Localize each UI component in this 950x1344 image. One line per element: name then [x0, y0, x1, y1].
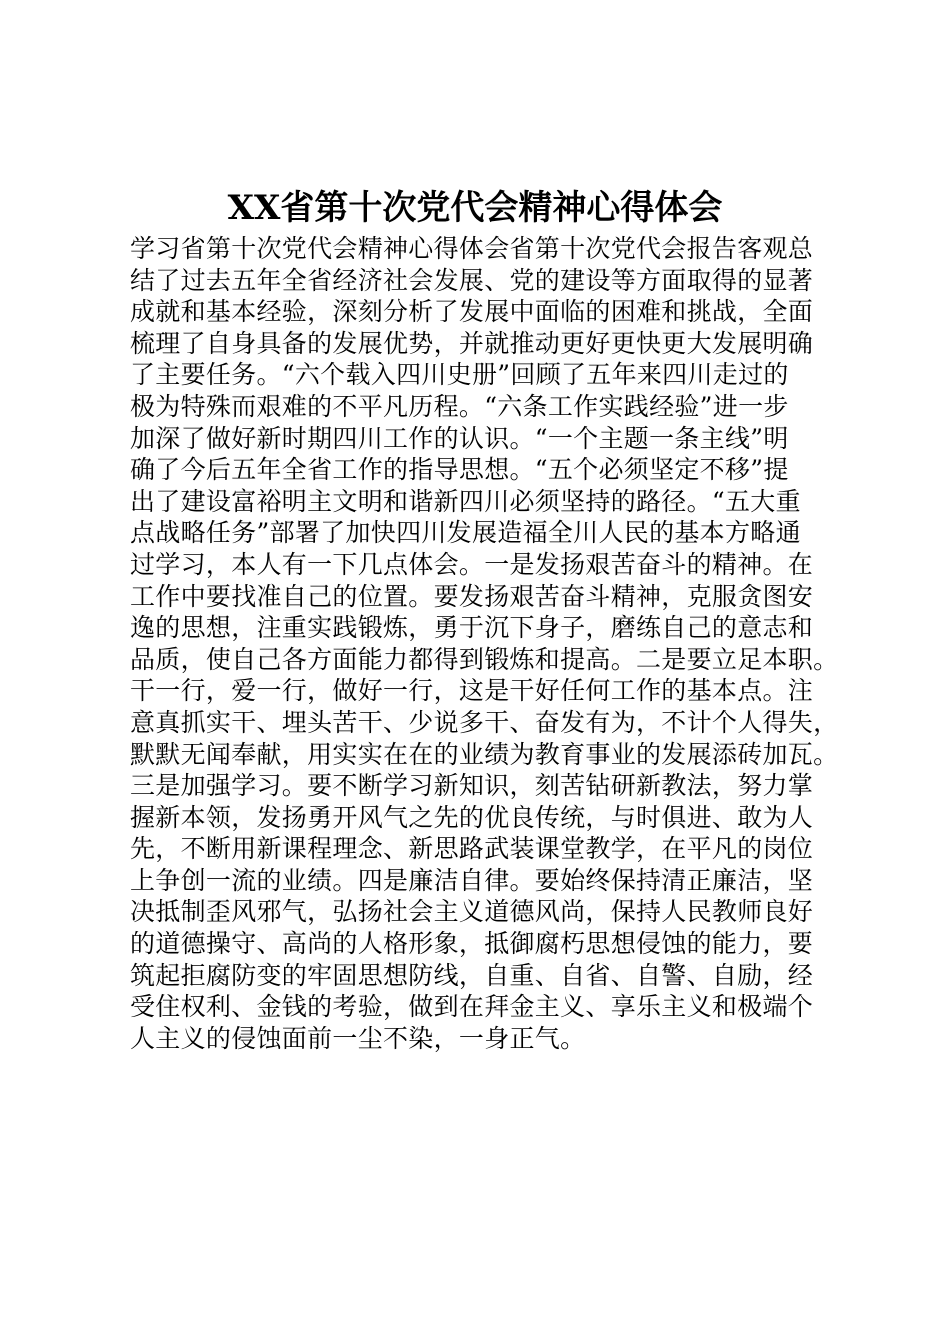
- body-line: 加深了做好新时期四川工作的认识。“一个主题一条主线”明: [130, 423, 789, 453]
- body-line: 结了过去五年全省经济社会发展、党的建设等方面取得的显著: [130, 265, 814, 295]
- body-line: 干一行，爱一行，做好一行，这是干好任何工作的基本点。注: [130, 676, 814, 706]
- body-line: 的道德操守、高尚的人格形象，抵御腐朽思想侵蚀的能力，要: [130, 929, 814, 959]
- body-line: 出了建设富裕明主文明和谐新四川必须坚持的路径。“五大重: [130, 486, 801, 516]
- body-line: 成就和基本经验，深刻分析了发展中面临的困难和挑战，全面: [130, 297, 814, 327]
- body-line: 先，不断用新课程理念、新思路武装课堂教学，在平凡的岗位: [130, 834, 814, 864]
- body-line: 工作中要找准自己的位置。要发扬艰苦奋斗精神，克服贪图安: [130, 581, 814, 611]
- body-line: 默默无闻奉献，用实实在在的业绩为教育事业的发展添砖加瓦。: [130, 739, 839, 769]
- document-body: [130, 233, 839, 1054]
- body-line: 梳理了自身具备的发展优势，并就推动更好更快更大发展明确: [130, 328, 814, 358]
- document-title: XX省第十次党代会精神心得体会: [227, 188, 723, 228]
- body-line: 极为特殊而艰难的不平凡历程。“六条工作实践经验”进一步: [130, 391, 789, 421]
- body-line: 意真抓实干、埋头苦干、少说多干、奋发有为，不计个人得失，: [130, 707, 839, 737]
- body-line: 三是加强学习。要不断学习新知识，刻苦钻研新教法，努力掌: [130, 771, 814, 801]
- body-line: 点战略任务”部署了加快四川发展造福全川人民的基本方略通: [130, 518, 801, 548]
- body-line: 学习省第十次党代会精神心得体会省第十次党代会报告客观总: [130, 234, 814, 263]
- body-line: 过学习，本人有一下几点体会。一是发扬艰苦奋斗的精神。在: [130, 549, 814, 579]
- body-line: 筑起拒腐防变的牢固思想防线，自重、自省、自警、自励，经: [130, 960, 814, 990]
- body-line: 决抵制歪风邪气，弘扬社会主义道德风尚，保持人民教师良好: [130, 897, 814, 927]
- body-line: 受住权利、金钱的考验，做到在拜金主义、享乐主义和极端个: [130, 992, 814, 1022]
- body-line: 握新本领，发扬勇开风气之先的优良传统，与时俱进、敢为人: [130, 802, 814, 832]
- body-line: 确了今后五年全省工作的指导思想。“五个必须坚定不移”提: [130, 455, 789, 485]
- body-line: 了主要任务。“六个载入四川史册”回顾了五年来四川走过的: [130, 360, 789, 390]
- body-line: 人主义的侵蚀面前一尘不染，一身正气。: [130, 1023, 586, 1053]
- body-line: 逸的思想，注重实践锻炼，勇于沉下身子，磨练自己的意志和: [130, 613, 814, 643]
- body-line: 品质，使自己各方面能力都得到锻炼和提高。二是要立足本职。: [130, 644, 839, 674]
- body-line: 上争创一流的业绩。四是廉洁自律。要始终保持清正廉洁，坚: [130, 865, 814, 895]
